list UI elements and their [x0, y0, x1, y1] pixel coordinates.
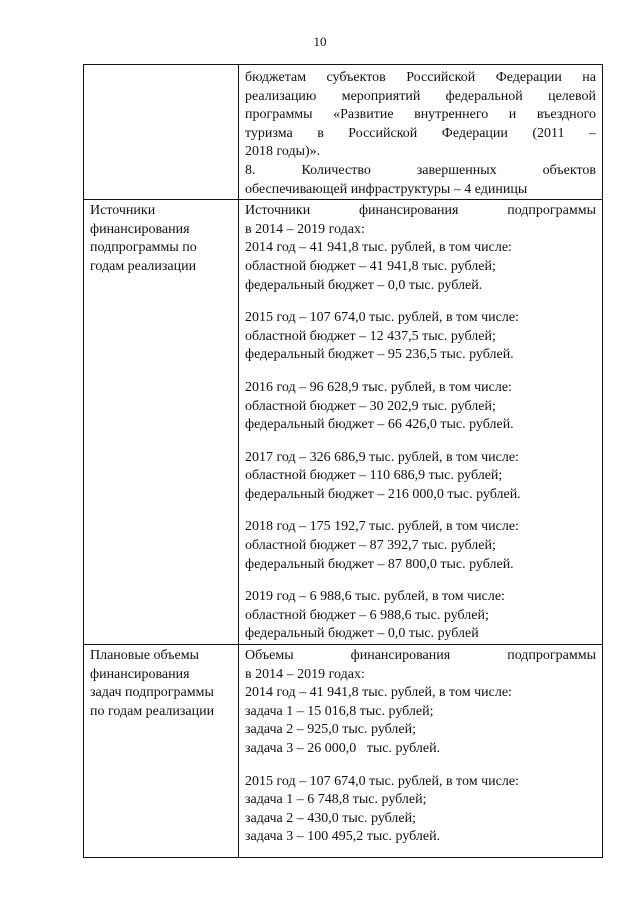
- year-total-line: 2015 год – 107 674,0 тыс. рублей, в том числе:: [245, 310, 519, 326]
- continuation-line: 2018 годы)».: [245, 144, 321, 160]
- planned-intro: Объемы финансирования подпрограммы: [245, 648, 596, 664]
- year-total-line: 2018 год – 175 192,7 тыс. рублей, в том числе:: [245, 519, 519, 535]
- year-total-line: 2014 год – 41 941,8 тыс. рублей, в том числе:: [245, 685, 512, 701]
- funding-sources-label: [84, 200, 239, 645]
- sources-intro: в 2014 – 2019 годах:: [245, 221, 365, 237]
- label-line: Плановые объемы: [90, 648, 200, 664]
- continuation-text-cell: [239, 65, 603, 200]
- label-line: по годам реализации: [90, 703, 215, 719]
- continuation-line: бюджетам субъектов Российской Федерации на: [245, 70, 596, 85]
- regional-budget-line: областной бюджет – 41 941,8 тыс. рублей;: [245, 258, 496, 274]
- page-number: 10: [313, 34, 327, 49]
- planned-volumes-label: [84, 645, 239, 858]
- task-line: задача 1 – 15 016,8 тыс. рублей;: [245, 703, 434, 719]
- label-line: финансирования: [90, 221, 190, 237]
- federal-budget-line: федеральный бюджет – 95 236,5 тыс. рублей.: [245, 347, 514, 363]
- indicator-8-line: обеспечивающей инфраструктуры – 4 единицы: [245, 181, 528, 197]
- federal-budget-line: федеральный бюджет – 66 426,0 тыс. рублей.: [245, 417, 514, 433]
- label-line: подпрограммы по: [90, 240, 197, 256]
- regional-budget-line: областной бюджет – 110 686,9 тыс. рублей;: [245, 468, 503, 484]
- planned-volumes-content: [239, 645, 603, 858]
- continuation-line: программы «Развитие внутреннего и въездного: [245, 107, 596, 123]
- task-line: задача 2 – 430,0 тыс. рублей;: [245, 810, 417, 826]
- task-line: задача 3 – 100 495,2 тыс. рублей.: [245, 829, 441, 845]
- continuation-line: туризма в Российской Федерации (2011 –: [245, 125, 596, 141]
- planned-volumes-row: [84, 645, 603, 858]
- federal-budget-line: федеральный бюджет – 0,0 тыс. рублей.: [245, 277, 483, 293]
- label-line: годам реализации: [90, 258, 197, 274]
- indicator-8-line: 8. Количество завершенных объектов: [245, 162, 596, 178]
- sources-intro: Источники финансирования подпрограммы: [245, 203, 596, 219]
- regional-budget-line: областной бюджет – 87 392,7 тыс. рублей;: [245, 538, 496, 554]
- regional-budget-line: областной бюджет – 12 437,5 тыс. рублей;: [245, 328, 496, 344]
- task-line: задача 2 – 925,0 тыс. рублей;: [245, 722, 417, 738]
- passport-table: [83, 64, 603, 858]
- federal-budget-line: федеральный бюджет – 87 800,0 тыс. рублей.: [245, 556, 514, 572]
- label-line: финансирования: [90, 666, 190, 682]
- regional-budget-line: областной бюджет – 6 988,6 тыс. рублей;: [245, 607, 489, 623]
- continuation-label-cell: [84, 65, 239, 200]
- year-total-line: 2015 год – 107 674,0 тыс. рублей, в том числе:: [245, 773, 519, 789]
- year-total-line: 2017 год – 326 686,9 тыс. рублей, в том числе:: [245, 449, 519, 465]
- planned-intro: в 2014 – 2019 годах:: [245, 666, 365, 682]
- task-line: задача 1 – 6 748,8 тыс. рублей;: [245, 792, 427, 808]
- federal-budget-line: федеральный бюджет – 0,0 тыс. рублей: [245, 626, 479, 642]
- label-line: Источники: [90, 203, 156, 219]
- funding-sources-row: [84, 200, 603, 645]
- federal-budget-line: федеральный бюджет – 216 000,0 тыс. рублей.: [245, 486, 521, 502]
- label-line: задач подпрограммы: [90, 685, 214, 701]
- year-total-line: 2016 год – 96 628,9 тыс. рублей, в том числе:: [245, 379, 512, 395]
- funding-sources-content: [239, 200, 603, 645]
- task-line: задача 3 – 26 000,0 тыс. рублей.: [245, 741, 441, 756]
- continuation-row: [84, 65, 603, 200]
- continuation-line: реализацию мероприятий федеральной целевой: [245, 88, 596, 104]
- year-total-line: 2019 год – 6 988,6 тыс. рублей, в том числе:: [245, 589, 505, 605]
- year-total-line: 2014 год – 41 941,8 тыс. рублей, в том числе:: [245, 240, 512, 256]
- regional-budget-line: областной бюджет – 30 202,9 тыс. рублей;: [245, 398, 496, 414]
